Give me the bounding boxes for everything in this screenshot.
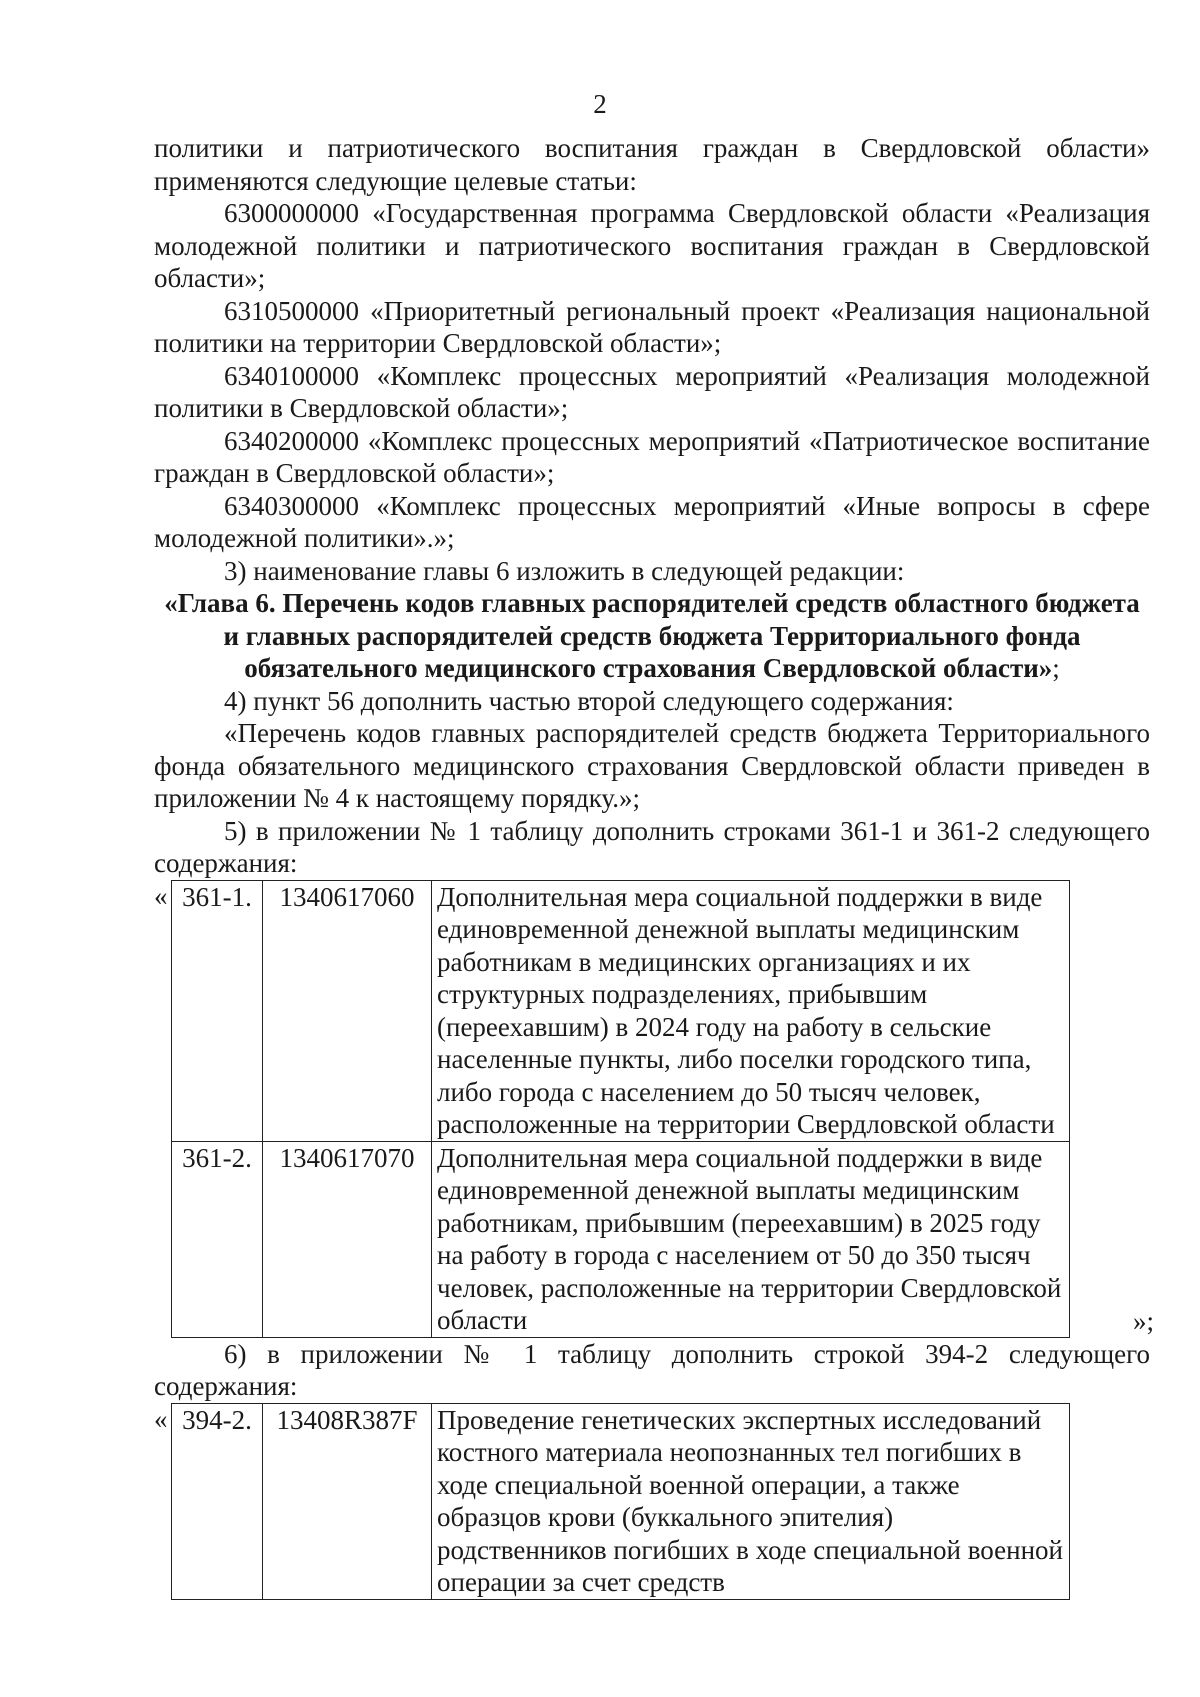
paragraph-item-4: 4) пункт 56 дополнить частью второй следующего содержания: (224, 685, 954, 716)
table-row (172, 880, 1070, 1141)
paragraph-target-article: 6340300000 «Комплекс процессных мероприятий «Иные вопросы в сфере молодежной политики».»; (154, 490, 1150, 553)
chapter-heading (154, 587, 1150, 685)
table-361 (171, 880, 1070, 1338)
table-394 (171, 1403, 1070, 1600)
row-description: Дополнительная мера социальной поддержки в виде единовременной денежной выплаты медицинским работникам в медицинских организациях и их структурных подразделениях, прибывшим (переехавшим) в 2024 году на работу в сельские населенные пункты, либо поселки городского типа, либо города с населением до 50 тысяч человек, расположенные на территории Свердловской области (432, 880, 1070, 1141)
paragraph-target-article: 6340200000 «Комплекс процессных мероприятий «Патриотическое воспитание граждан в Свердловской области»; (154, 425, 1150, 488)
table-row (172, 1403, 1070, 1599)
paragraph-target-article: 6310500000 «Приоритетный региональный проект «Реализация национальной политики на территории Свердловской области»; (154, 295, 1150, 358)
page-number: 2 (593, 89, 607, 119)
paragraph-item-3: 3) наименование главы 6 изложить в следующей редакции: (224, 555, 905, 586)
paragraph: политики и патриотического воспитания граждан в Свердловской области» применяются следующие целевые статьи: (154, 133, 1150, 196)
document-body (154, 132, 1154, 1600)
paragraph-quote: «Перечень кодов главных распорядителей средств бюджета Территориального фонда обязательного медицинского страхования Свердловской области приведен в приложении № 4 к настоящему порядку.»; (154, 718, 1150, 813)
inserted-table-1 (154, 880, 1154, 1338)
row-code: 1340617070 (263, 1141, 432, 1337)
paragraph-item-5: 5) в приложении № 1 таблицу дополнить строками 361-1 и 361-2 следующего содержания: (154, 815, 1150, 878)
row-number: 394-2. (172, 1403, 263, 1599)
row-code: 1340617060 (263, 880, 432, 1141)
row-code: 13408R387F (263, 1403, 432, 1599)
paragraph-target-article: 6340100000 «Комплекс процессных мероприятий «Реализация молодежной политики в Свердловской области»; (154, 360, 1150, 423)
table-open-quote: « (154, 1403, 168, 1434)
chapter-heading-tail: ; (1052, 653, 1060, 683)
paragraph-item-6: 6) в приложении № 1 таблицу дополнить строкой 394-2 следующего содержания: (154, 1338, 1150, 1401)
row-number: 361-2. (172, 1141, 263, 1337)
table-open-quote: « (154, 880, 168, 911)
paragraph-target-article: 6300000000 «Государственная программа Свердловской области «Реализация молодежной политики и патриотического воспитания граждан в Свердловской области»; (154, 198, 1150, 293)
row-number: 361-1. (172, 880, 263, 1141)
table-close-quote: »; (1132, 1306, 1154, 1336)
chapter-heading-text: «Глава 6. Перечень кодов главных распорядителей средств областного бюджета и главных распорядителей средств бюджета Территориального фонда обязательного медицинского страхования Свердловской области» (164, 588, 1140, 683)
inserted-table-2 (154, 1403, 1150, 1600)
row-description: Проведение генетических экспертных исследований костного материала неопознанных тел погибших в ходе специальной военной операции, а также образцов крови (буккального эпителия) родственников погибших в ходе специальной военной операции за счет средств (432, 1403, 1070, 1599)
table-row (172, 1141, 1070, 1337)
row-description: Дополнительная мера социальной поддержки в виде единовременной денежной выплаты медицинским работникам, прибывшим (переехавшим) в 2025 году на работу в города с населением от 50 до 350 тысяч человек, расположенные на территории Свердловской области (432, 1141, 1070, 1337)
